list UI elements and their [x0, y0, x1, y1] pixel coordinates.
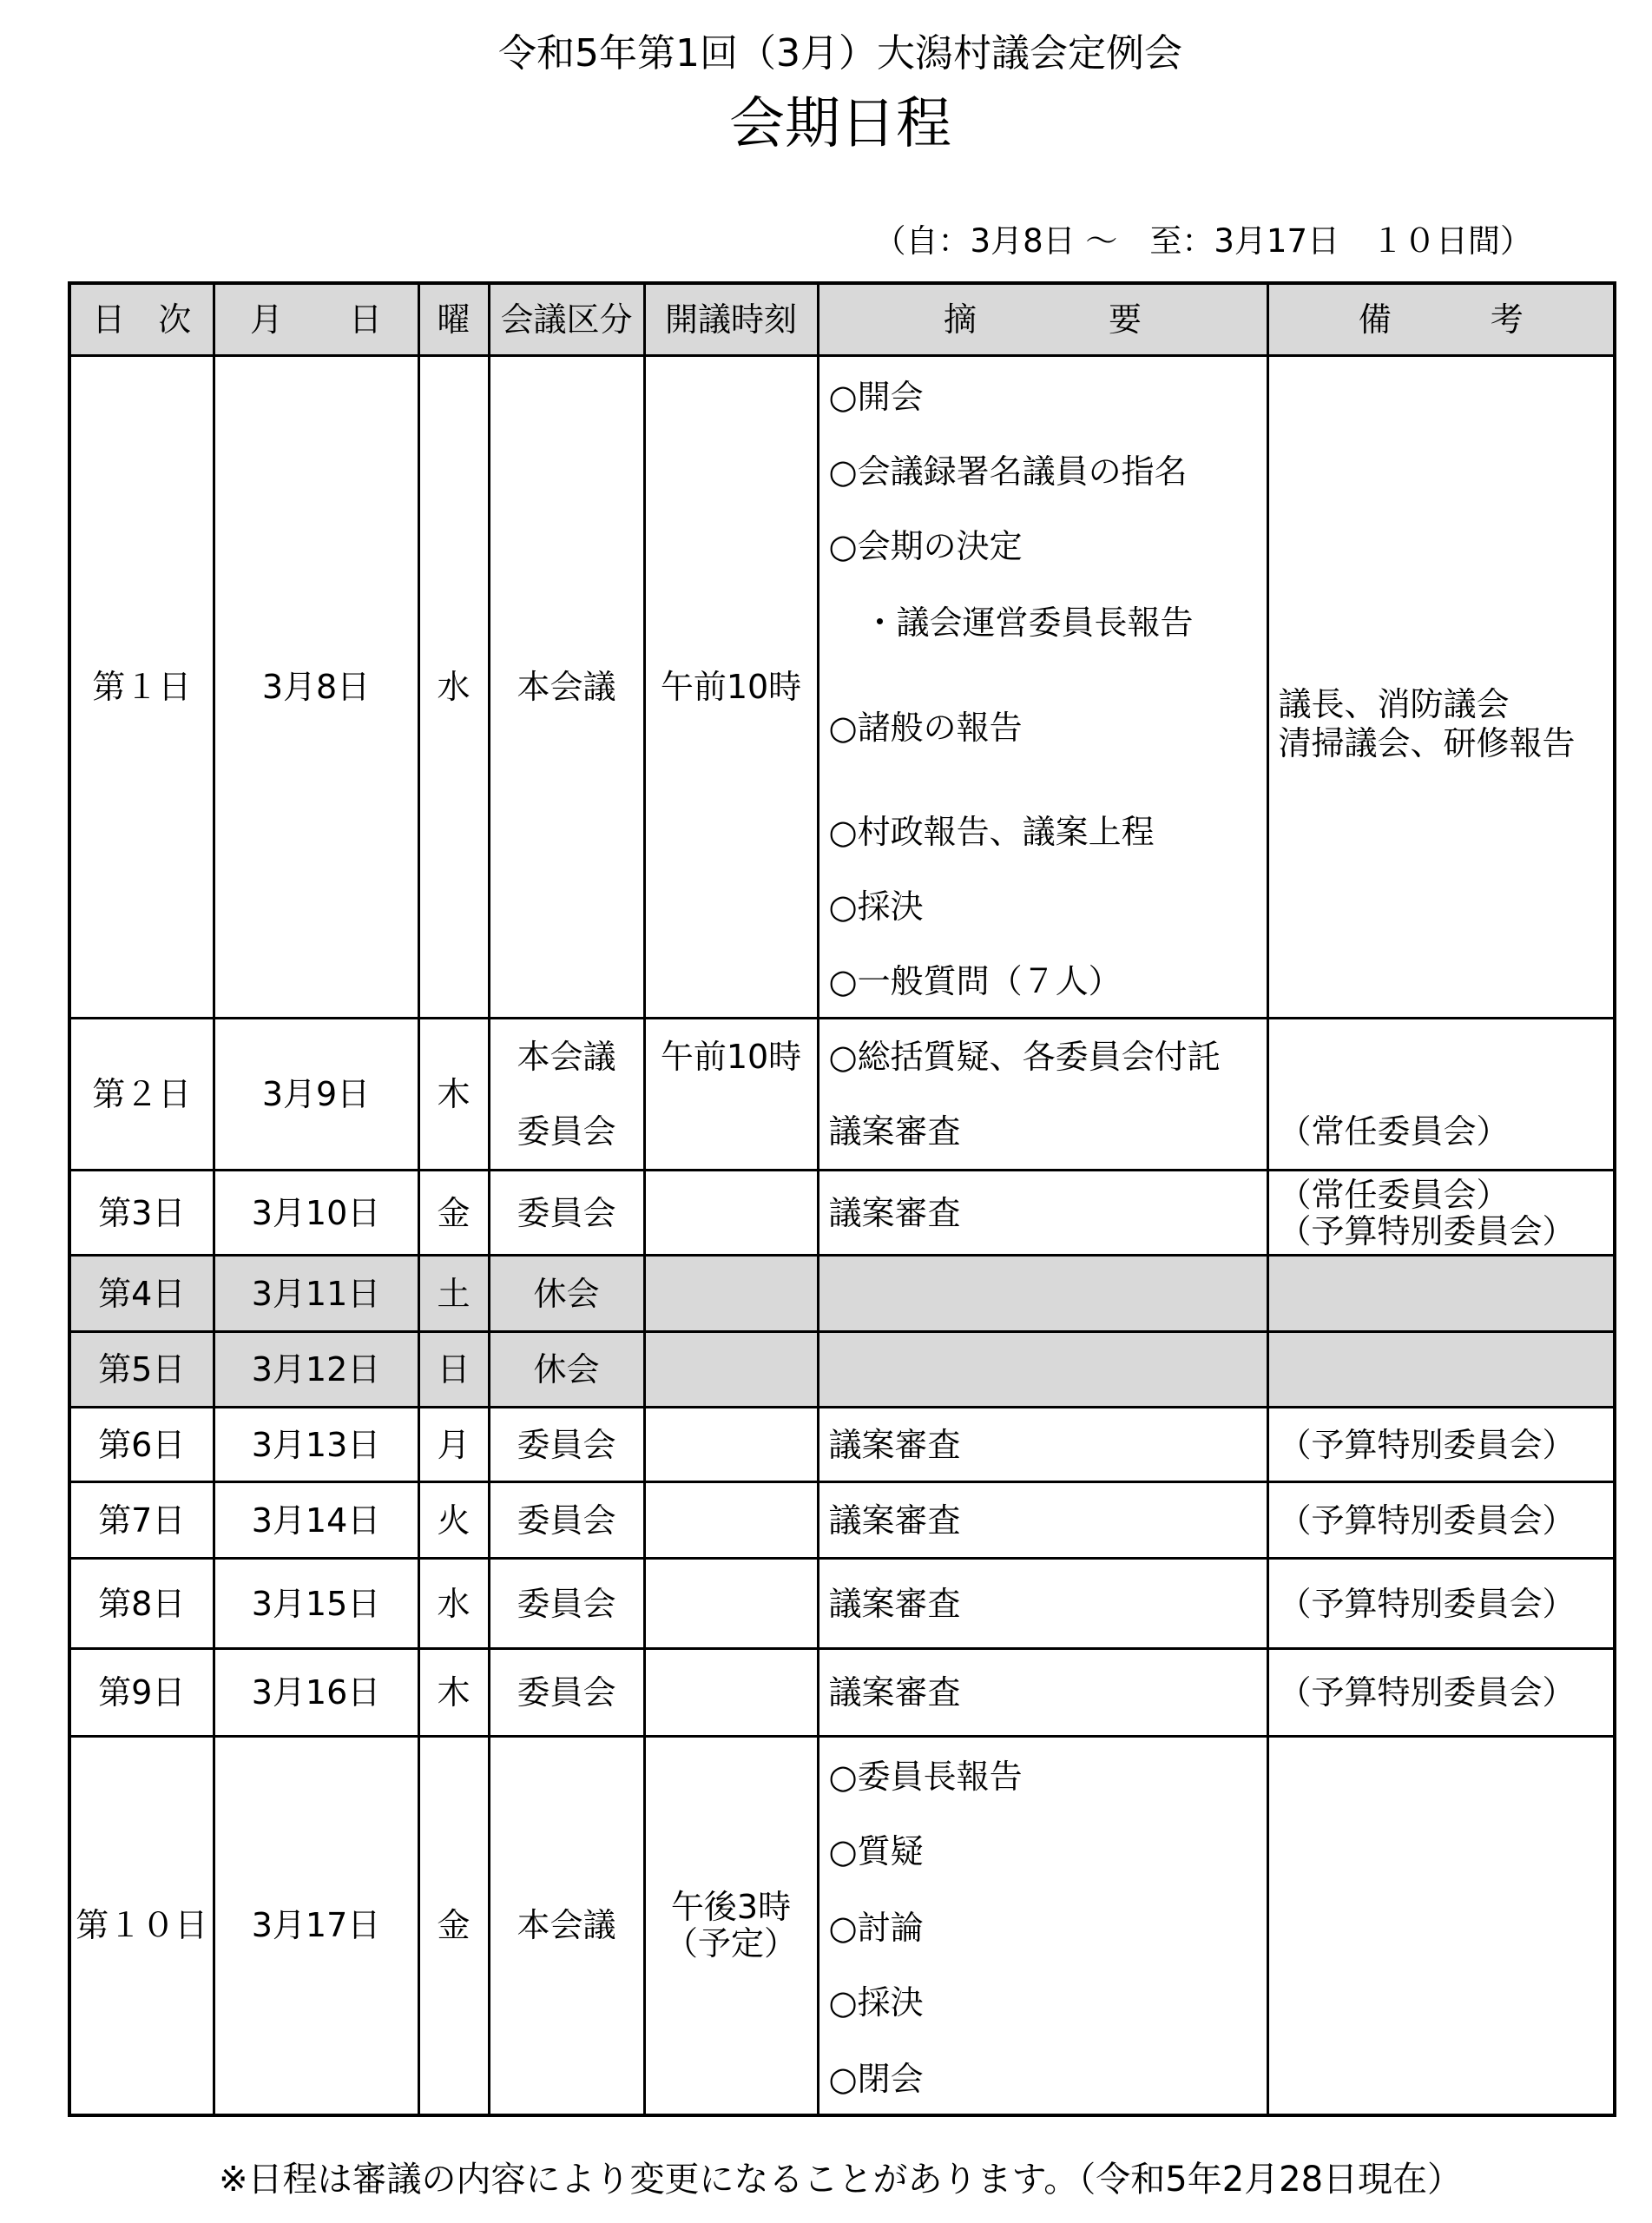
table-row [69, 356, 1615, 1019]
table-row-recess [69, 1332, 1615, 1408]
time-cell [644, 1649, 818, 1737]
time-line: （予定） [664, 1924, 797, 1963]
summary-item: ○討論 [828, 1909, 924, 1948]
remarks-line: 清掃議会、研修報告 [1278, 724, 1576, 762]
document-heading: 会期日程 [729, 92, 951, 156]
header-remarks: 備 考 [1267, 283, 1615, 356]
table-row [69, 1482, 1615, 1559]
session-cell: 委員会 [489, 1171, 644, 1256]
day-cell: 第4日 [69, 1256, 214, 1332]
session-cell: 委員会 [489, 1649, 644, 1737]
date-cell: 3月14日 [214, 1482, 418, 1559]
session-cell: 委員会 [489, 1408, 644, 1482]
footer-note: ※日程は審議の内容により変更になることがあります。（令和5年2月28日現在） [218, 2160, 1463, 2200]
table-row [69, 1019, 1615, 1171]
table-row-recess [69, 1256, 1615, 1332]
summary-item: ○開会 [828, 377, 924, 416]
header-time: 開議時刻 [644, 283, 818, 356]
summary-cell: 議案審査 [818, 1649, 1267, 1737]
remarks-cell [1267, 1171, 1615, 1256]
summary-item: ○採決 [828, 887, 924, 926]
day-cell: 第１０日 [69, 1737, 214, 2115]
time-cell [644, 1019, 818, 1171]
remarks-cell [1267, 356, 1615, 1019]
remarks-line: （常任委員会） [1278, 1175, 1510, 1214]
date-cell: 3月8日 [214, 356, 418, 1019]
summary-cell [818, 356, 1267, 1019]
summary-list [819, 359, 1267, 1016]
weekday-cell: 木 [418, 1649, 489, 1737]
header-row [69, 283, 1615, 356]
table-row [69, 1559, 1615, 1649]
summary-cell [818, 1019, 1267, 1171]
time-cell [644, 1559, 818, 1649]
summary-item: ○一般質問（７人） [828, 961, 1122, 1000]
day-cell: 第9日 [69, 1649, 214, 1737]
weekday-cell: 月 [418, 1408, 489, 1482]
header-day: 日 次 [69, 283, 214, 356]
date-cell: 3月16日 [214, 1649, 418, 1737]
summary-item: ○委員長報告 [828, 1758, 1023, 1797]
header-session: 会議区分 [489, 283, 644, 356]
date-cell: 3月15日 [214, 1559, 418, 1649]
session-cell: 本会議 [489, 356, 644, 1019]
summary-cell [818, 1332, 1267, 1408]
schedule-table [68, 281, 1616, 2117]
summary-cell: 議案審査 [818, 1559, 1267, 1649]
weekday-cell: 土 [418, 1256, 489, 1332]
document-title: 令和5年第1回（3月）大潟村議会定例会 [498, 31, 1182, 76]
session-cell: 休会 [489, 1332, 644, 1408]
summary-item: ○採決 [828, 1983, 924, 2022]
day-cell: 第5日 [69, 1332, 214, 1408]
time-cell [644, 1482, 818, 1559]
remarks-line: （常任委員会） [1278, 1112, 1510, 1151]
time-cell [644, 1332, 818, 1408]
weekday-cell: 木 [418, 1019, 489, 1171]
session-cell: 委員会 [489, 1559, 644, 1649]
table-row [69, 1171, 1615, 1256]
day-cell: 第２日 [69, 1019, 214, 1171]
summary-item: ○会期の決定 [828, 526, 1023, 565]
remarks-cell: （予算特別委員会） [1267, 1482, 1615, 1559]
date-cell: 3月12日 [214, 1332, 418, 1408]
weekday-cell: 金 [418, 1737, 489, 2115]
date-cell: 3月11日 [214, 1256, 418, 1332]
summary-item: ○会議録署名議員の指名 [828, 452, 1188, 491]
table-row [69, 1737, 1615, 2115]
time-cell: 午前10時 [644, 356, 818, 1019]
summary-item: ○閉会 [828, 2060, 924, 2099]
summary-cell [818, 1737, 1267, 2115]
remarks-cell [1267, 1019, 1615, 1171]
time-cell [644, 1408, 818, 1482]
summary-item: ○諸般の報告 [828, 708, 1023, 747]
header-date: 月 日 [214, 283, 418, 356]
table-row [69, 1408, 1615, 1482]
weekday-cell: 水 [418, 356, 489, 1019]
weekday-cell: 水 [418, 1559, 489, 1649]
remarks-cell: （予算特別委員会） [1267, 1649, 1615, 1737]
date-cell: 3月13日 [214, 1408, 418, 1482]
summary-item: ○質疑 [828, 1832, 924, 1871]
time-line: 午前10時 [660, 1038, 802, 1076]
session-line: 本会議 [517, 1038, 616, 1076]
session-line: 委員会 [517, 1112, 616, 1151]
header-summary: 摘 要 [818, 283, 1267, 356]
time-line: 午後3時 [670, 1888, 792, 1927]
summary-cell: 議案審査 [818, 1482, 1267, 1559]
weekday-cell: 日 [418, 1332, 489, 1408]
time-cell [644, 1256, 818, 1332]
summary-item: ○村政報告、議案上程 [828, 812, 1155, 851]
table-row [69, 1649, 1615, 1737]
session-cell: 委員会 [489, 1482, 644, 1559]
session-cell: 本会議 [489, 1737, 644, 2115]
summary-item: ○総括質疑、各委員会付託 [828, 1038, 1221, 1076]
date-cell: 3月9日 [214, 1019, 418, 1171]
session-cell [489, 1019, 644, 1171]
day-cell: 第3日 [69, 1171, 214, 1256]
summary-list [819, 1738, 1267, 2112]
session-cell: 休会 [489, 1256, 644, 1332]
remarks-line: 議長、消防議会 [1278, 685, 1510, 723]
day-cell: 第１日 [69, 356, 214, 1019]
summary-cell: 議案審査 [818, 1171, 1267, 1256]
remarks-cell [1267, 1737, 1615, 2115]
date-cell: 3月10日 [214, 1171, 418, 1256]
date-cell: 3月17日 [214, 1737, 418, 2115]
day-cell: 第7日 [69, 1482, 214, 1559]
remarks-line: （予算特別委員会） [1278, 1211, 1576, 1250]
weekday-cell: 金 [418, 1171, 489, 1256]
weekday-cell: 火 [418, 1482, 489, 1559]
day-cell: 第6日 [69, 1408, 214, 1482]
summary-subitem: ・議会運営委員長報告 [863, 603, 1194, 642]
time-cell [644, 1171, 818, 1256]
summary-cell [818, 1256, 1267, 1332]
session-period: （自：3月8日 ～ 至：3月17日 １０日間） [873, 222, 1532, 260]
remarks-cell [1267, 1256, 1615, 1332]
time-cell [644, 1737, 818, 2115]
remarks-cell: （予算特別委員会） [1267, 1559, 1615, 1649]
summary-item: 議案審査 [828, 1112, 961, 1151]
summary-cell: 議案審査 [818, 1408, 1267, 1482]
header-weekday: 曜 [418, 283, 489, 356]
day-cell: 第8日 [69, 1559, 214, 1649]
remarks-cell: （予算特別委員会） [1267, 1408, 1615, 1482]
remarks-cell [1267, 1332, 1615, 1408]
